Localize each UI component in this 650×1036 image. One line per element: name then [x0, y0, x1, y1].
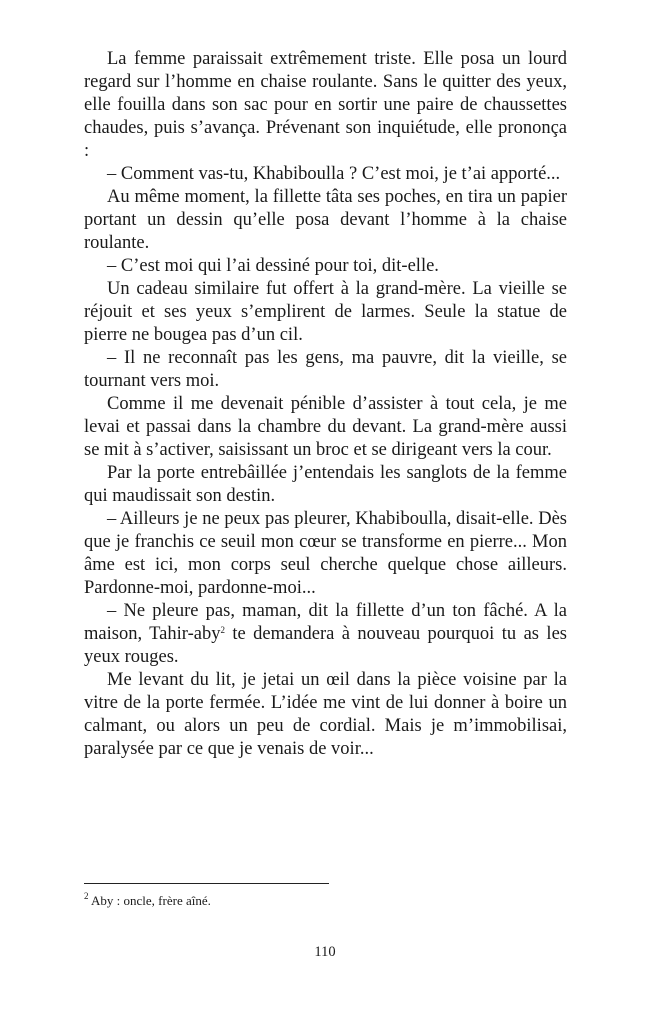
paragraph-3: Au même moment, la fillette tâta ses poches, en tira un papier portant un dessin qu’elle posa devant l’homme à la chaise roulante. — [84, 187, 567, 253]
paragraph-6: – Il ne reconnaît pas les gens, ma pauvre, dit la vieille, se tournant vers moi. — [84, 348, 567, 391]
page-number: 110 — [314, 944, 336, 960]
paragraph-2: – Comment vas-tu, Khabiboulla ? C’est moi, je t’ai apporté... — [107, 164, 561, 184]
footnote-reference: 2 — [220, 625, 225, 635]
paragraph-9: – Ailleurs je ne peux pas pleurer, Khabiboulla, disait-elle. Dès que je franchis ce seuil mon cœur se transforme en pierre... Mon âme est ici, mon corps seul cherche quelque chose ailleurs. Pardonne-moi, pardonne-moi... — [84, 509, 567, 598]
paragraph-10-before: – Ne pleure pas, maman, dit la fillette d’un ton fâché. A la maison, Tahir-aby — [84, 601, 567, 644]
paragraph-7: Comme il me devenait pénible d’assister à tout cela, je me levai et passai dans la chambre du devant. La grand-mère aussi se mit à s’activer, saisissant un broc et se dirigeant vers la cour. — [84, 394, 567, 460]
footnote-number: 2 — [84, 891, 89, 901]
paragraph-4: – C’est moi qui l’ai dessiné pour toi, dit-elle. — [107, 256, 439, 276]
footnote — [84, 893, 211, 909]
page-body — [84, 48, 567, 761]
footnote-divider — [84, 883, 329, 884]
paragraph-8: Par la porte entrebâillée j’entendais les sanglots de la femme qui maudissait son destin. — [84, 463, 567, 506]
paragraph-10-after: te demandera à nouveau pourquoi tu as les yeux rouges. — [84, 624, 567, 667]
paragraph-10 — [84, 600, 567, 669]
paragraph-11: Me levant du lit, je jetai un œil dans la pièce voisine par la vitre de la porte fermée. L’idée me vint de lui donner à boire un calmant, ou alors un peu de cordial. Mais je m’immobilisai, paralysée par ce que je venais de voir... — [84, 670, 567, 759]
paragraph-5: Un cadeau similaire fut offert à la grand-mère. La vieille se réjouit et ses yeux s’emplirent de larmes. Seule la statue de pierre ne bougea pas d’un cil. — [84, 279, 567, 345]
paragraph-1: La femme paraissait extrêmement triste. Elle posa un lourd regard sur l’homme en chaise roulante. Sans le quitter des yeux, elle fouilla dans son sac pour en sortir une paire de chaussettes chaudes, puis s’avança. Prévenant son inquiétude, elle prononça : — [84, 49, 567, 161]
footnote-text: Aby : oncle, frère aîné. — [88, 893, 211, 908]
